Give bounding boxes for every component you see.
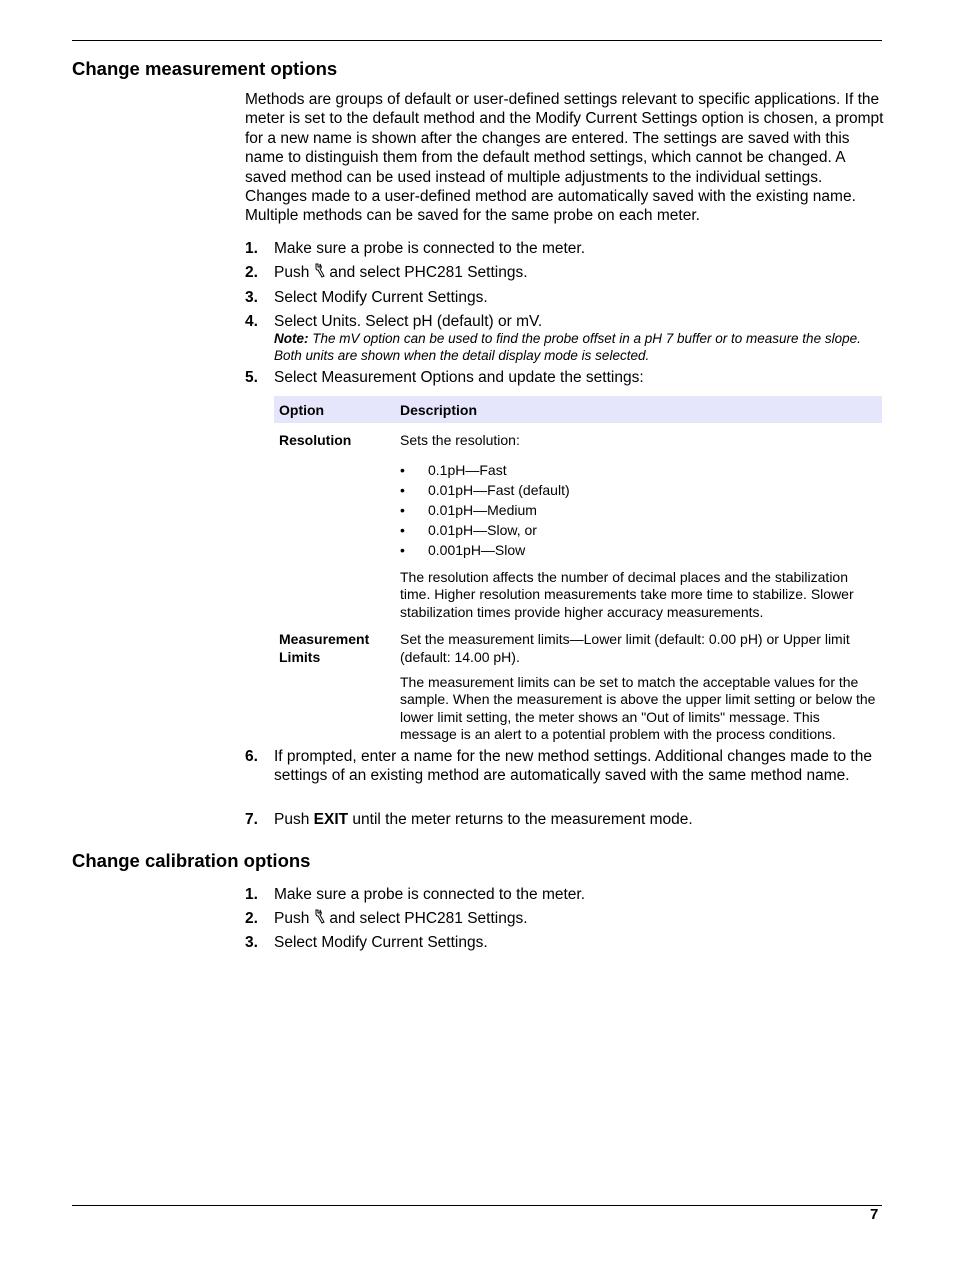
step-5 [245,368,885,387]
option-name-line2: Limits [279,648,321,665]
cal-step-3 [245,933,885,952]
step-text-post: and select PHC281 Settings. [329,264,528,281]
step-text-pre: Push [274,264,310,281]
list-item: • 0.01pH—Slow, or [400,520,877,540]
step-number: 1. [245,240,258,257]
list-item: • 0.001pH—Slow [400,540,877,560]
list-item: • 0.01pH—Fast (default) [400,480,877,500]
description-p1: Set the measurement limits—Lower limit (default: 0.00 pH) or Upper limit (default: 14.00 pH). [400,631,850,665]
option-description [395,423,882,621]
step-4 [245,312,885,364]
description-lead: Sets the resolution: [400,432,520,448]
step-text-post: until the meter returns to the measurement mode. [352,811,693,828]
heading-change-calibration-options: Change calibration options [72,850,311,871]
step-number: 6. [245,748,258,765]
step-text: Select Modify Current Settings. [274,289,488,306]
step-6 [245,747,885,786]
step-text-post: and select PHC281 Settings. [329,910,528,927]
option-description [395,621,882,744]
step-number: 5. [245,369,258,386]
step-text: If prompted, enter a name for the new method settings. Additional changes made to the settings of an existing method are automatically saved with the same method name. [274,748,872,785]
option-name: Resolution [279,432,352,448]
column-header-description: Description [395,396,882,423]
step-number: 2. [245,910,258,927]
cal-step-2 [245,909,885,928]
step-number: 7. [245,811,258,828]
list-item: • 0.1pH—Fast [400,460,877,480]
measurement-options-table [274,396,882,744]
resolution-list [400,460,877,560]
description-p2: The measurement limits can be set to match the acceptable values for the sample. When the measurement is above the upper limit setting or below the lower limit setting, the meter shows an "Out of limits" message. This message is an alert to a potential problem with the process conditions. [400,673,876,743]
step-text: Make sure a probe is connected to the meter. [274,886,586,903]
exit-key-label: EXIT [313,811,349,828]
bottom-rule [72,1205,882,1206]
step-7 [245,810,885,829]
cal-step-1 [245,885,885,904]
intro-paragraph: Methods are groups of default or user-defined settings relevant to specific applications. If the meter is set to the default method and the Modify Current Settings option is chosen, a prompt for a new name is shown after the changes are entered. The settings are saved with this name to distinguish them from the default method settings, which cannot be changed. A saved method can be used instead of multiple adjustments to the individual settings. Changes made to a user-defined method are automatically saved with the existing name. Multiple methods can be saved for the same probe on each meter. [245,91,884,225]
step-number: 2. [245,264,258,281]
note-label: Note: [274,331,309,347]
step-1 [245,239,885,258]
step-3 [245,288,885,307]
description-tail: The resolution affects the number of decimal places and the stabilization time. Higher resolution measurements take more time to stabilize. Slower stabilization times provide higher accuracy measurements. [400,568,854,620]
step-text-pre: Push [274,910,310,927]
wrench-icon [313,263,327,279]
table-row-resolution [274,423,882,621]
step-number: 3. [245,934,258,951]
step-2 [245,263,885,282]
wrench-icon [313,909,327,925]
table-row-measurement-limits [274,621,882,744]
page-number: 7 [870,1206,879,1223]
step-number: 1. [245,886,258,903]
step-number: 3. [245,289,258,306]
step-number: 4. [245,313,258,330]
column-header-option: Option [274,396,395,423]
step-text: Select Units. Select pH (default) or mV. [274,313,543,330]
step-text-pre: Push [274,811,310,828]
option-name [274,621,395,744]
step-text: Select Measurement Options and update the settings: [274,369,644,386]
step-text: Select Modify Current Settings. [274,934,488,951]
heading-change-measurement-options: Change measurement options [72,58,338,79]
step-text: Make sure a probe is connected to the meter. [274,240,586,257]
top-rule [72,40,882,41]
note [274,331,885,364]
note-text: The mV option can be used to find the probe offset in a pH 7 buffer or to measure the slope. Both units are shown when the detail display mode is selected. [274,331,861,363]
list-item: • 0.01pH—Medium [400,500,877,520]
option-name-line1: Measurement [279,631,370,648]
